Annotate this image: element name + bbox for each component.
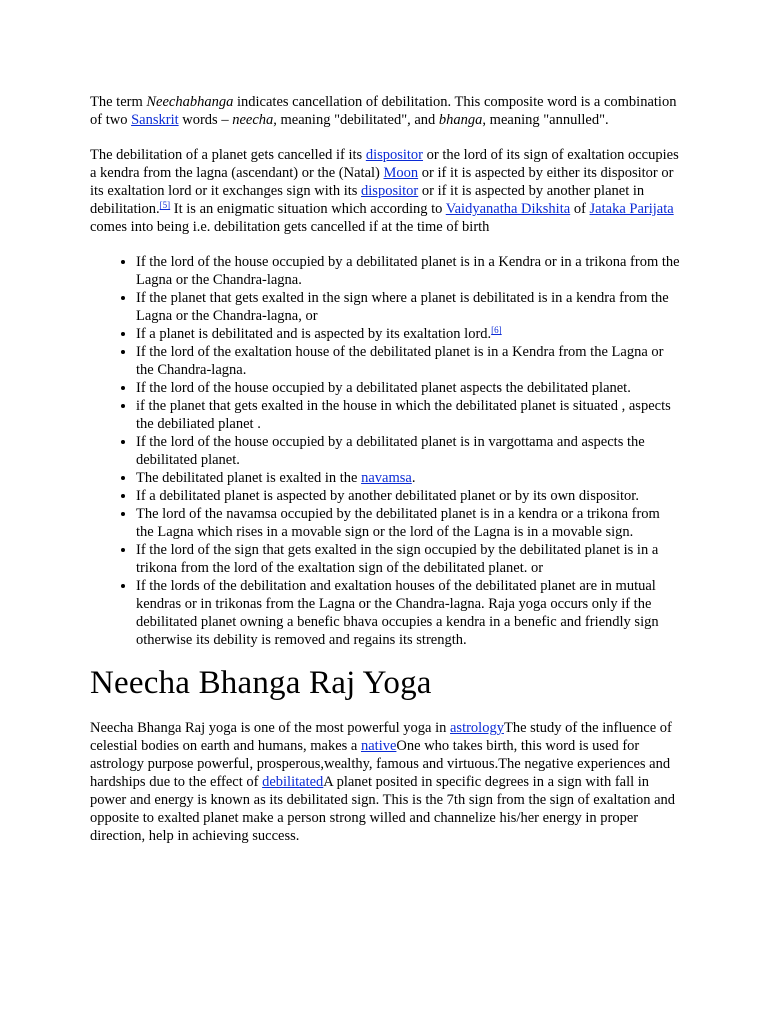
list-item: • if the planet that gets exalted in the house in which the debilitated planet is situated , aspects the debiliated planet . (136, 397, 680, 433)
link-astrology[interactable]: astrology (450, 720, 504, 736)
term-bhanga: bhanga (438, 112, 483, 128)
section-heading: Neecha Bhanga Raj Yoga (90, 665, 432, 701)
list-item: • If the lord of the house occupied by a debilitated planet aspects the debilitated planet. (136, 379, 680, 397)
list-item: • The lord of the navamsa occupied by the debilitated planet is in a kendra or a trikona from the Lagna which rises in a movable sign or the lord of the Lagna is in a movable sign. (136, 505, 680, 541)
list-item: • If the planet that gets exalted in the sign where a planet is debilitated is in a kendra from the Lagna or the Chandra-lagna, or (136, 289, 680, 325)
reference-5[interactable]: [5] (159, 200, 171, 210)
term-neecha: neecha (232, 112, 274, 128)
article-body (90, 93, 680, 862)
link-navamsa[interactable]: navamsa (361, 470, 412, 486)
link-dispositor[interactable]: dispositor (365, 147, 424, 163)
list-item: • If a debilitated planet is aspected by another debilitated planet or by its own dispositor. (136, 487, 680, 505)
conditions-list (90, 253, 680, 649)
debilitation-paragraph: The debilitation of a planet gets cancelled if its dispositor or the lord of its sign of exaltation occupies a kendra from the lagna (ascendant) or the (Natal) Moon or if it is aspected by either its dispositor or its exaltation lord or it exchanges sign with its dispositor or if it is aspected by another planet in debilitation.[5] It is an enigmatic situation which according to Vaidyanatha Dikshita of Jataka Parijata comes into being i.e. debilitation gets cancelled if at the time of birth (90, 147, 679, 235)
list-item: • If the lords of the debilitation and exaltation houses of the debilitated planet are in mutual kendras or in trikonas from the Lagna or the Chandra-lagna. Raja yoga occurs only if the debilitated planet owning a benefic bhava occupies a kendra in a benefic and friendly sign otherwise its debility is removed and regains its strength. (136, 577, 680, 649)
list-item: • If the lord of the house occupied by a debilitated planet is in vargottama and aspects the debilitated planet. (136, 433, 680, 469)
link-native[interactable]: native (360, 738, 397, 754)
link-dispositor-2[interactable]: dispositor (361, 183, 419, 199)
list-item: • If the lord of the exaltation house of the debilitated planet is in a Kendra from the Lagna or the Chandra-lagna. (136, 343, 680, 379)
list-item: • If the lord of the house occupied by a debilitated planet is in a Kendra or in a trikona from the Lagna or the Chandra-lagna. (136, 253, 680, 289)
raj-yoga-paragraph: Neecha Bhanga Raj yoga is one of the most powerful yoga in astrologyThe study of the influence of celestial bodies on earth and humans, makes a nativeOne who takes birth, this word is used for astrology purpose powerful, prosperous,wealthy, famous and virtuous.The negative experiences and hardships due to the effect of debilitatedA planet posited in specific degrees in a sign with fall in power and energy is known as its debilitated sign. This is the 7th sign from the sign of exaltation and opposite to exalted planet make a person strong willed and channelize his/her energy in proper direction, help in achieving success. (90, 720, 676, 844)
list-item: • If a planet is debilitated and is aspected by its exaltation lord.[6] (136, 325, 680, 343)
intro-paragraph: The term Neechabhanga indicates cancellation of debilitation. This composite word is a combination of two Sanskrit words – neecha, meaning "debilitated", and bhanga, meaning "annulled". (90, 94, 677, 128)
link-vaidyanatha-dikshita[interactable]: Vaidyanatha Dikshita (445, 201, 571, 217)
link-jataka-parijata[interactable]: Jataka Parijata (589, 201, 674, 217)
list-item: • The debilitated planet is exalted in the navamsa. (136, 469, 680, 487)
list-item: • If the lord of the sign that gets exalted in the sign occupied by the debilitated planet is in a trikona from the lord of the exaltation sign of the debilitated planet. or (136, 541, 680, 577)
reference-6[interactable]: [6] (491, 325, 502, 335)
term-neechabhanga: Neechabhanga (146, 94, 234, 110)
link-debilitated[interactable]: debilitated (262, 774, 324, 790)
link-moon[interactable]: Moon (383, 165, 419, 181)
link-sanskrit[interactable]: Sanskrit (131, 112, 179, 128)
